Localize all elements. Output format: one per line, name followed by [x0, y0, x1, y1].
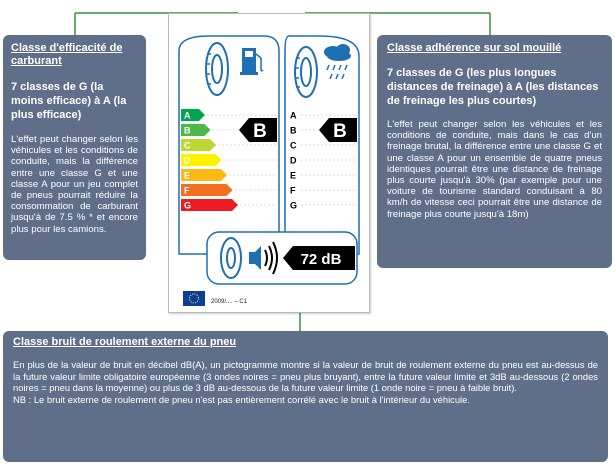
noise-tyre-icon [221, 238, 241, 278]
rain-cloud-icon [324, 44, 351, 79]
wet-grip-heading: Classe adhérence sur sol mouillé [387, 42, 562, 54]
fuel-class-letter: G [184, 200, 192, 211]
fuel-class-letter: C [184, 140, 191, 151]
noise-value: 72 dB [300, 251, 342, 268]
wet-rating-arrow [319, 118, 357, 142]
fuel-efficiency-body: L'effet peut changer selon les véhicules et les conditions de conduite, mais la différence entre une classe G et une classe A pour un jeu complet de pneus pourrait réduire la consommation de carburant jusqu'à de 7.5 % * et encore plus pour les camions. [11, 134, 138, 235]
wet-tyre-icon [295, 47, 317, 97]
fuel-class-bar-e [181, 169, 277, 181]
wet-grip-body: L'effet peut changer selon les véhicules et les conditions de conduite, mais dans le cas d'un freinage brutal, la différence entre une classe G et une classe A pour un ensemble de quatre pneus identiques pourrait être une distance de freinage plus courte jusqu'à 30% (par exemple pour une voiture de tourisme standard conduisant à 80 km/h de vitesse ceci pourrait être une distance de freinage plus courte jusqu'à 18m) [387, 119, 602, 220]
noise-value-arrow [283, 246, 355, 270]
wet-class-letter-b: B [290, 125, 297, 136]
wet-rating-letter: B [333, 121, 347, 142]
noise-note: NB : Le bruit externe de roulement de pneu n'est pas entièrement corrélé avec le bruit à l'intérieur du véhicule. [13, 393, 470, 405]
fuel-efficiency-subheading: 7 classes de G (la moins efficace) à A (la plus efficace) [11, 81, 127, 121]
wet-class-letter-e: E [290, 170, 297, 181]
wet-class-letter-d: D [290, 155, 297, 166]
regulation-text: 2009/.... – C1 [211, 299, 248, 305]
fuel-class-letter: F [184, 185, 190, 196]
wet-class-letter-a: A [290, 110, 297, 121]
eu-tyre-label [168, 13, 370, 313]
fuel-class-bar-g [181, 199, 277, 211]
fuel-rating-arrow [239, 118, 277, 142]
eu-flag-icon [183, 291, 205, 306]
fuel-tyre-icon [206, 43, 228, 95]
fuel-rating-letter: B [253, 121, 267, 142]
fuel-class-letter: E [184, 170, 191, 181]
noise-body: En plus de la valeur de bruit en décibel dB(A), un pictogramme montre si la valeur de bruit de roulement externe du pneu est au-dessus de la future valeur limite obligatoire européenne (3 ondes noires = pneu plus bruyant), entre la future valeur limite et 3dB au-dessous (2 ondes noires = pneu dans la moyenne) ou plus de 3 dB au-dessous de la future valeur limite (1 onde noire = pneu à faible bruit). [13, 359, 598, 394]
fuel-class-bar-d [181, 154, 277, 166]
wet-class-letter-c: C [290, 140, 297, 151]
wet-class-letter-g: G [290, 200, 298, 211]
wet-class-letter-f: F [290, 185, 296, 196]
fuel-class-letter: A [184, 110, 191, 121]
fuel-pump-icon [240, 48, 263, 75]
fuel-class-bar-f [181, 184, 277, 196]
fuel-class-letter: D [184, 155, 191, 166]
noise-heading: Classe bruit de roulement externe du pneu [13, 336, 237, 348]
wet-grip-subheading: 7 classes de G (les plus longues distances de freinage) à A (les distances de freinage les plus courtes) [387, 67, 599, 107]
fuel-class-letter: B [184, 125, 191, 136]
fuel-efficiency-heading: Classe d'efficacité de carburant [11, 42, 123, 67]
